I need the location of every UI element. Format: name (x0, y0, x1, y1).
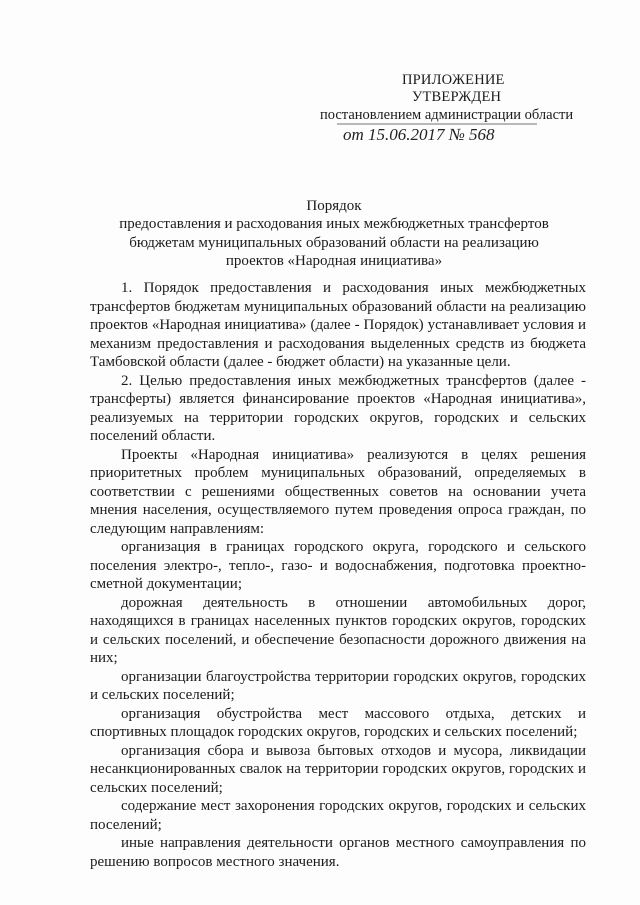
title-line-2: предоставления и расходования иных межбюджетных трансфертов (119, 216, 549, 233)
paragraph-2: 2. Целью предоставления иных межбюджетных трансфертов (далее - трансферты) является финансирование проектов «Народная инициатива», реализуемых на территории городских округов, городских и сельских поселений области. (90, 372, 586, 444)
handwritten-date-text: от 15.06.2017 № 568 (343, 125, 495, 144)
approved-heading: УТВЕРЖДЕН (412, 89, 502, 105)
list-item: дорожная деятельность в отношении автомобильных дорог, находящихся в границах населенных пунктов городских округов, городских и сельских поселений, и обеспечение безопасности дорожного движения на них; (90, 594, 586, 666)
document-title (94, 197, 574, 271)
title-line-3: бюджетам муниципальных образований области на реализацию (129, 234, 539, 251)
appendix-heading: ПРИЛОЖЕНИЕ (402, 72, 505, 88)
resolution-line: постановлением администрации области (320, 107, 574, 123)
paragraph-1: 1. Порядок предоставления и расходования иных межбюджетных трансфертов бюджетам муниципальных образований области на реализацию проектов «Народная инициатива» (далее - Порядок) устанавливает условия и механизм предоставления и расходования выделенных средств из бюджета Тамбовской области (далее - бюджет области) на указанные цели. (90, 280, 586, 370)
list-item: организация обустройства мест массового отдыха, детских и спортивных площадок городских округов, городских и сельских поселений; (90, 705, 586, 740)
paragraph-3: Проекты «Народная инициатива» реализуются в целях решения приоритетных проблем муниципальных образований, определяемых в соответствии с решениями общественных советов на основании учета мнения населения, осуществляемого путем проведения опроса граждан, по следующим направлениям: (90, 446, 586, 537)
list-item: организация сбора и вывоза бытовых отходов и мусора, ликвидации несанкционированных свалок на территории городских округов, городских и сельских поселений; (90, 742, 586, 796)
title-line-4: проектов «Народная инициатива» (225, 253, 443, 270)
document-body (90, 279, 586, 871)
list-item: организации благоустройства территории городских округов, городских и сельских поселений; (90, 668, 586, 703)
list-item: содержание мест захоронения городских округов, городских и сельских поселений; (90, 798, 586, 833)
list-item: иные направления деятельности органов местного самоуправления по решению вопросов местного значения. (90, 835, 586, 870)
title-line-1: Порядок (306, 198, 362, 214)
list-item: организация в границах городского округа, городского и сельского поселения электро-, тепло-, газо- и водоснабжения, подготовка проектно-сметной документации; (90, 539, 586, 592)
handwritten-date-number (337, 122, 537, 144)
